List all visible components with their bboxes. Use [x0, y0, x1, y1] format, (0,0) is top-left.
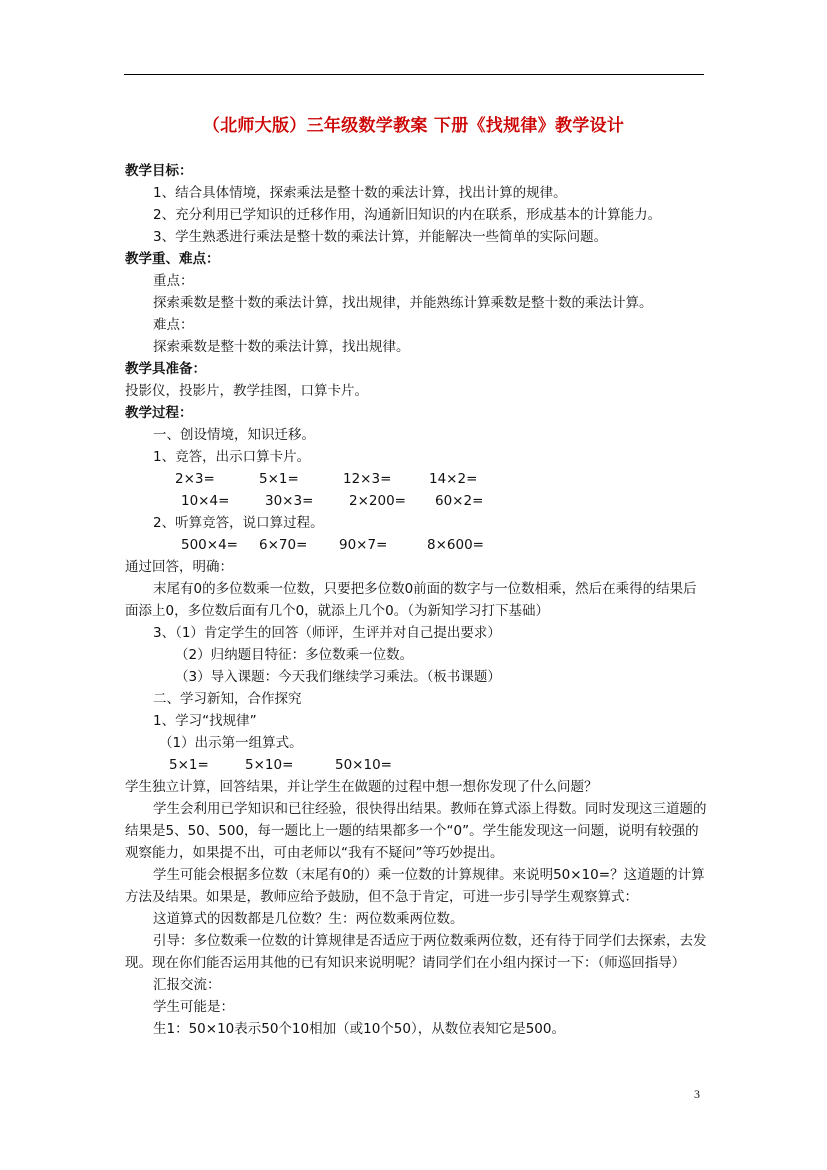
observation-para: 学生会利用已学知识和已往经验，很快得出结果。教师在算式添上得数。同时发现这三道题的结果是5、50、500，每一题比上一题的结果都多一个“0”。学生能发现这一问题，说明有较强的观察能力，如果提不出，可由老师以“我有不疑问”等巧妙提出。	[125, 801, 707, 861]
heading-materials: 教学具准备：	[125, 361, 206, 377]
card-expression: 14×2=	[429, 471, 478, 487]
step-two-item-1a: （1）出示第一组算式。	[159, 735, 303, 751]
step-two-item-1: 1、学习“找规律”	[153, 713, 257, 729]
card-expression: 6×70=	[259, 537, 308, 553]
document-body	[125, 160, 707, 1040]
heading-key-points: 教学重、难点：	[125, 251, 220, 267]
card-expression: 50×10=	[335, 757, 392, 773]
goal-1: 1、结合具体情境，探索乘法是整十数的乘法计算，找出计算的规律。	[153, 185, 567, 201]
document-title: （北师大版）三年级数学教案 下册《找规律》教学设计	[202, 116, 625, 136]
step-one-item-3: 3、（1）肯定学生的回答（师评，生评并对自己提出要求）	[153, 625, 501, 641]
step-one-heading: 一、创设情境，知识迁移。	[153, 427, 315, 443]
card-expression: 10×4=	[181, 493, 230, 509]
card-expression: 90×7=	[339, 537, 388, 553]
card-expression: 2×3=	[175, 471, 215, 487]
card-expression: 30×3=	[265, 493, 314, 509]
step-one-item-2: 2、听算竞答，说口算过程。	[153, 515, 324, 531]
cards-row-3	[125, 534, 707, 556]
goal-3: 3、学生熟悉进行乘法是整十数的乘法计算，并能解决一些简单的实际问题。	[153, 229, 608, 245]
clarify-label: 通过回答，明确：	[125, 559, 233, 575]
card-expression: 5×10=	[245, 757, 294, 773]
step-one-item-3c: （3）导入课题：今天我们继续学习乘法。（板书课题）	[175, 669, 501, 685]
rule-explanation: 末尾有0的多位数乘一位数，只要把多位数0前面的数字与一位数相乘，然后在乘得的结果后面添上0，多位数后面有几个0，就添上几个0。（为新知学习打下基础）	[125, 581, 697, 619]
goal-2: 2、充分利用已学知识的迁移作用，沟通新旧知识的内在联系，形成基本的计算能力。	[153, 207, 662, 223]
guidance-para: 引导：多位数乘一位数的计算规律是否适应于两位数乘两位数，还有待于同学们去探索，去发现。现在你们能否运用其他的已有知识来说明呢？请同学们在小组内探讨一下：（师巡回指导）	[125, 933, 707, 971]
cards-row-4	[125, 754, 707, 776]
heading-goals: 教学目标：	[125, 163, 193, 179]
key-point-text: 探索乘数是整十数的乘法计算，找出规律，并能熟练计算乘数是整十数的乘法计算。	[153, 295, 653, 311]
student-maybe: 学生可能是：	[153, 999, 234, 1015]
step-two-heading: 二、学习新知，合作探究	[153, 691, 302, 707]
step-one-item-3b: （2）归纳题目特征：多位数乘一位数。	[175, 647, 414, 663]
difficulty-text: 探索乘数是整十数的乘法计算，找出规律。	[153, 339, 410, 355]
card-expression: 2×200=	[349, 493, 406, 509]
cards-row-1	[125, 468, 707, 490]
page-number: 3	[694, 1087, 700, 1101]
cards-row-2	[125, 490, 707, 512]
step-one-item-1: 1、竞答，出示口算卡片。	[153, 449, 311, 465]
header-rule	[124, 74, 704, 75]
card-expression: 60×2=	[435, 493, 484, 509]
difficulty-label: 难点：	[153, 317, 194, 333]
independent-calc: 学生独立计算，回答结果，并让学生在做题的过程中想一想你发现了什么问题？	[125, 779, 598, 795]
card-expression: 5×1=	[169, 757, 209, 773]
materials-text: 投影仪，投影片，教学挂图，口算卡片。	[125, 383, 368, 399]
factor-question: 这道算式的因数都是几位数？生：两位数乘两位数。	[153, 911, 464, 927]
report-label: 汇报交流：	[153, 977, 221, 993]
key-point-label: 重点：	[153, 273, 194, 289]
heading-process: 教学过程：	[125, 405, 193, 421]
card-expression: 8×600=	[427, 537, 484, 553]
card-expression: 12×3=	[343, 471, 392, 487]
student-1-answer: 生1：50×10表示50个10相加（或10个50），从数位表知它是500。	[153, 1021, 565, 1037]
rule-apply-para: 学生可能会根据多位数（末尾有0的）乘一位数的计算规律。来说明50×10=？这道题的计算方法及结果。如果是，教师应给予鼓励，但不急于肯定，可进一步引导学生观察算式：	[125, 867, 705, 905]
card-expression: 500×4=	[181, 537, 238, 553]
card-expression: 5×1=	[259, 471, 299, 487]
